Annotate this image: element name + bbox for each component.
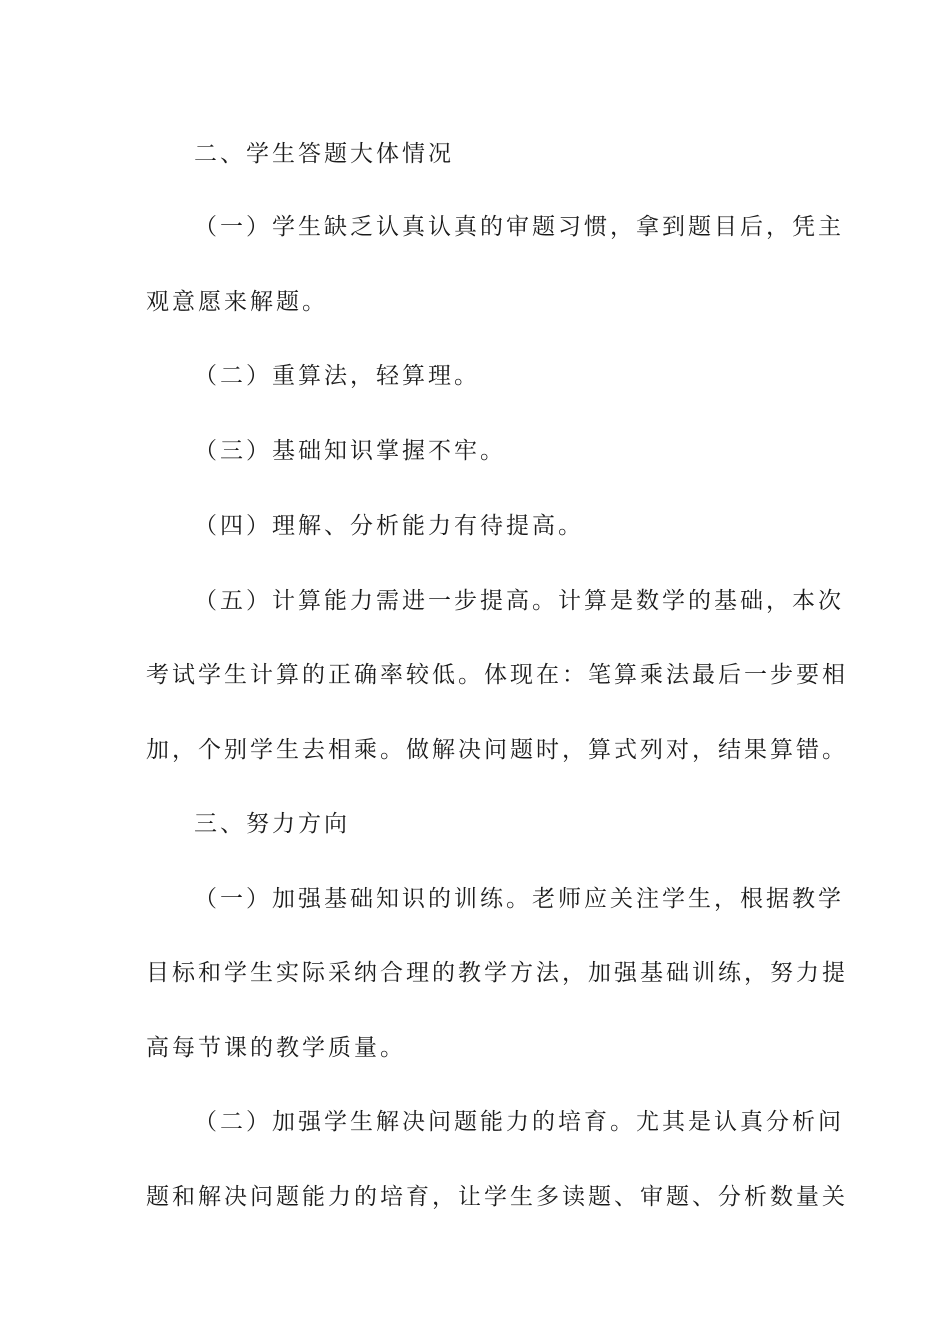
paragraph-line: （一）学生缺乏认真认真的审题习惯，拿到题目后，凭主 [194,214,844,240]
section-heading-3: 三、努力方向 [194,811,350,837]
paragraph-line: （二）加强学生解决问题能力的培育。尤其是认真分析问 [194,1109,844,1135]
paragraph-line: 观意愿来解题。 [146,289,328,315]
paragraph-line: 高每节课的教学质量。 [146,1035,406,1061]
section-heading-2: 二、学生答题大体情况 [194,141,454,167]
paragraph-line: （一）加强基础知识的训练。老师应关注学生，根据教学 [194,886,844,912]
paragraph-line: 加，个别学生去相乘。做解决问题时，算式列对，结果算错。 [146,737,848,763]
paragraph-line: 考试学生计算的正确率较低。体现在：笔算乘法最后一步要相 [146,662,848,688]
paragraph-line: （四）理解、分析能力有待提高。 [194,513,584,539]
paragraph-line: （五）计算能力需进一步提高。计算是数学的基础，本次 [194,588,844,614]
paragraph-line: 题和解决问题能力的培育，让学生多读题、审题、分析数量关 [146,1184,848,1210]
paragraph-line: （三）基础知识掌握不牢。 [194,438,506,464]
paragraph-line: （二）重算法，轻算理。 [194,363,480,389]
paragraph-line: 目标和学生实际采纳合理的教学方法，加强基础训练，努力提 [146,960,848,986]
